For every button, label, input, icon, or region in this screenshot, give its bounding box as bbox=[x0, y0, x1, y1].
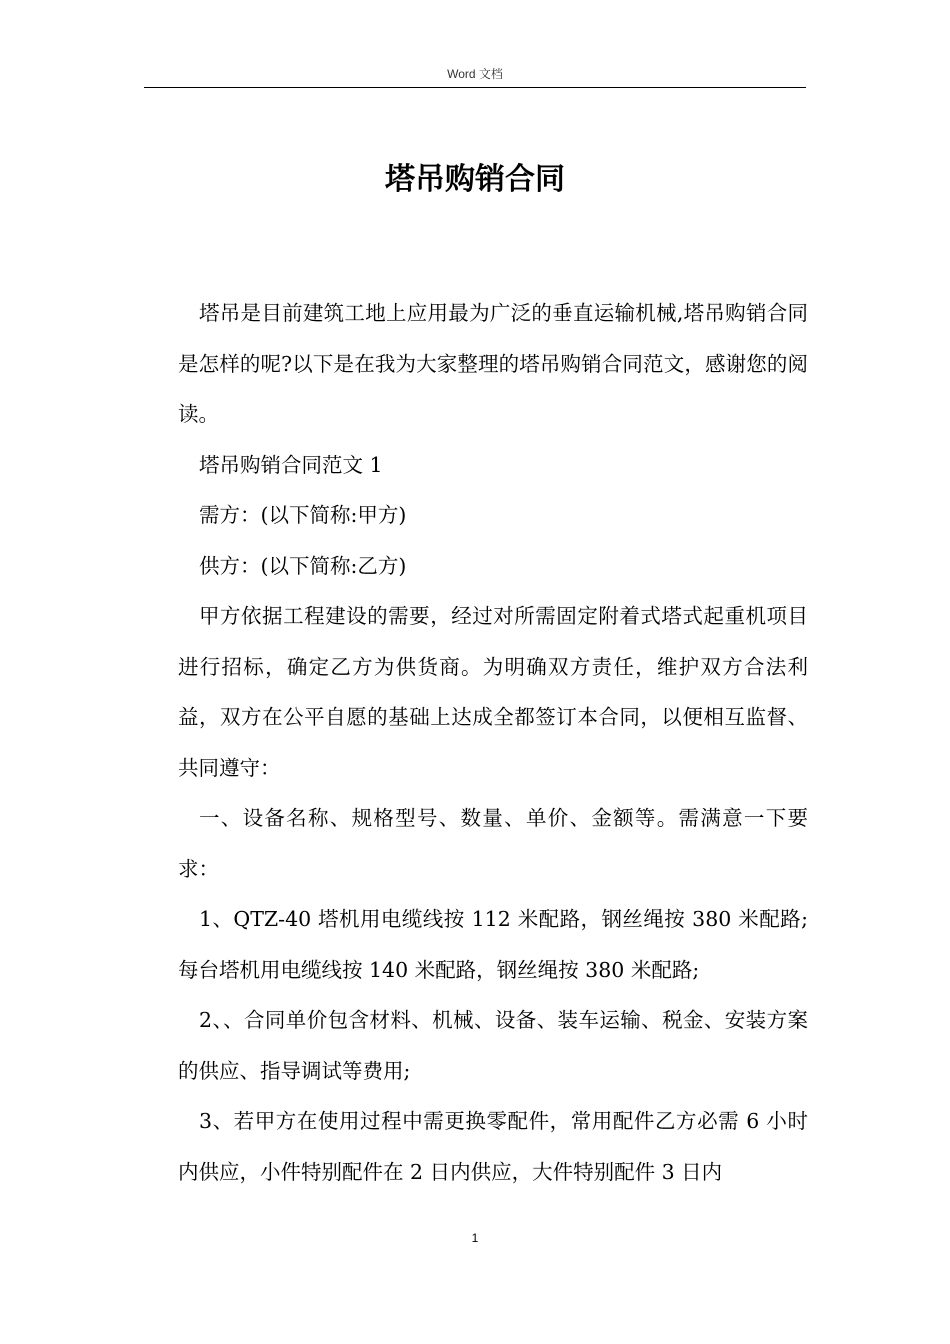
paragraph-item-1: 1、QTZ-40 塔机用电缆线按 112 米配路，钢丝绳按 380 米配路;每台塔机用电缆线按 140 米配路，钢丝绳按 380 米配路; bbox=[178, 907, 808, 982]
paragraph-section-one: 一、设备名称、规格型号、数量、单价、金额等。需满意一下要求： bbox=[178, 806, 808, 881]
paragraph-preamble: 甲方依据工程建设的需要，经过对所需固定附着式塔式起重机项目进行招标，确定乙方为供货商。为明确双方责任，维护双方合法利益，双方在公平自愿的基础上达成全都签订本合同，以便相互监督、共同遵守： bbox=[178, 604, 808, 780]
paragraph-buyer: 需方：(以下简称:甲方) bbox=[199, 503, 407, 527]
paragraph-supplier: 供方：(以下简称:乙方) bbox=[199, 553, 407, 578]
document-body bbox=[178, 288, 808, 1197]
paragraph-intro: 塔吊是目前建筑工地上应用最为广泛的垂直运输机械,塔吊购销合同是怎样的呢?以下是在我为大家整理的塔吊购销合同范文，感谢您的阅读。 bbox=[178, 301, 808, 426]
paragraph-item-3: 3、若甲方在使用过程中需更换零配件，常用配件乙方必需 6 小时内供应，小件特别配件在 2 日内供应，大件特别配件 3 日内 bbox=[178, 1109, 808, 1184]
page-number: 1 bbox=[471, 1231, 479, 1245]
page-header: Word 文档 bbox=[447, 67, 503, 81]
paragraph-sample-heading: 塔吊购销合同范文 1 bbox=[199, 452, 383, 477]
paragraph-item-2: 2、、合同单价包含材料、机械、设备、装车运输、税金、安装方案的供应、指导调试等费用; bbox=[178, 1008, 808, 1083]
document-title: 塔吊购销合同 bbox=[385, 162, 565, 197]
header-divider bbox=[144, 87, 806, 88]
